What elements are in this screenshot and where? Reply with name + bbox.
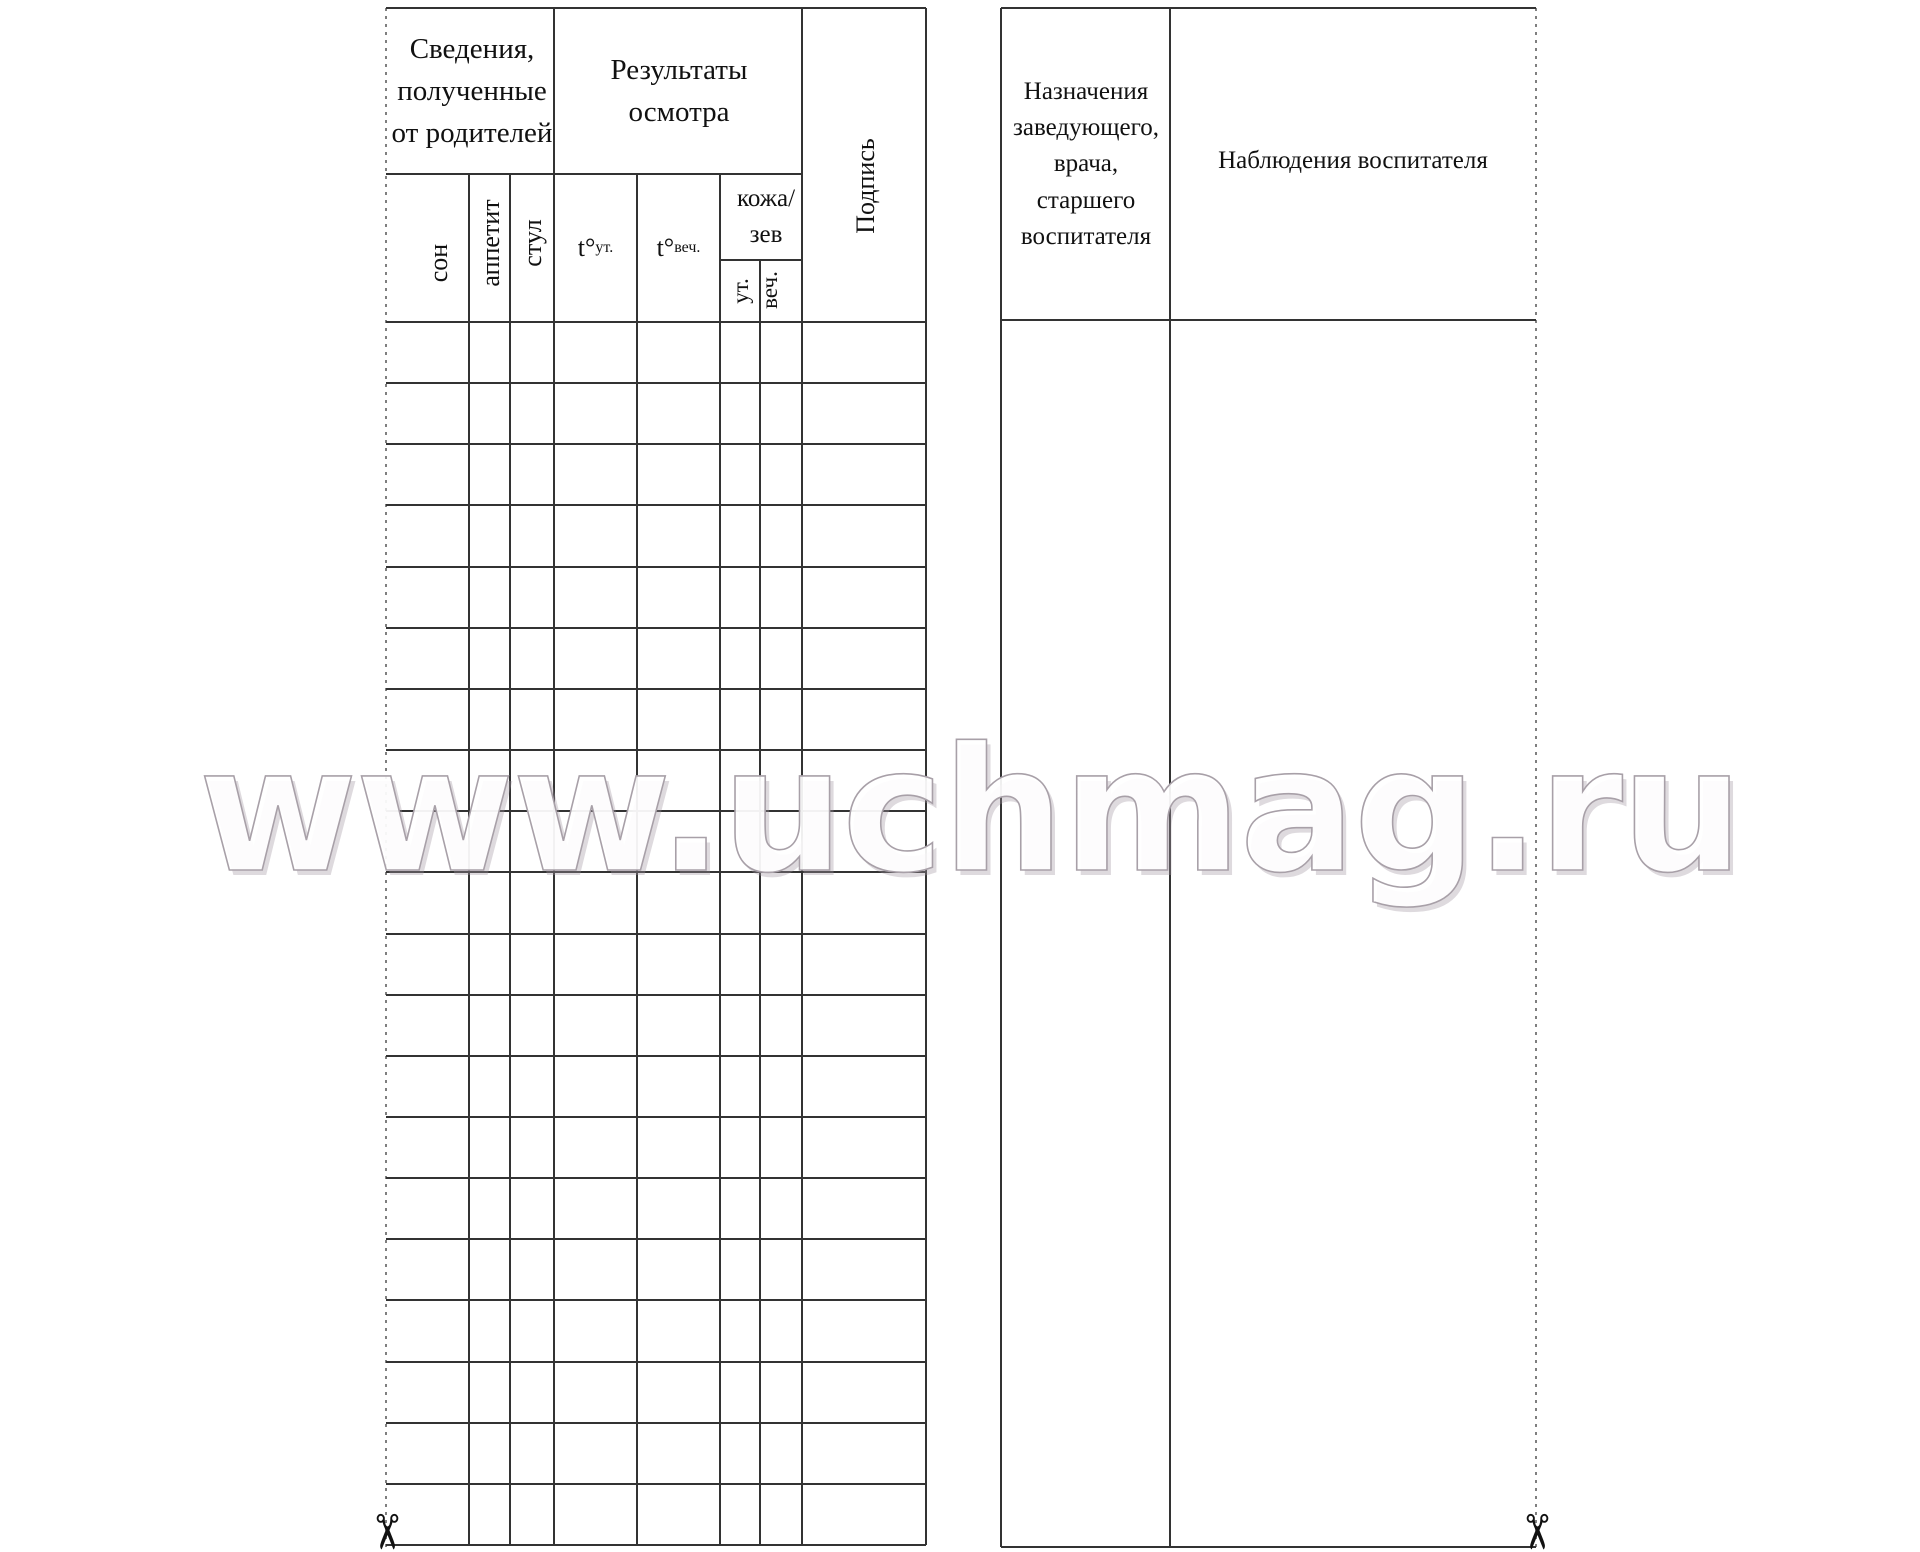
temp-evening-symbol: t° — [656, 233, 675, 263]
header-assignments-label: Назначения заведующего, врача, старшего воспитателя — [1012, 77, 1160, 250]
skin-evening-label: веч. — [757, 271, 782, 309]
header-exam-results — [554, 8, 804, 174]
header-stool-label: стул — [518, 219, 547, 267]
header-appetite — [470, 169, 512, 317]
header-signature — [804, 62, 928, 310]
header-appetite-label: аппетит — [476, 199, 505, 287]
header-exam-results-label: Результаты осмотра — [610, 53, 748, 128]
scissors-icon — [1508, 1511, 1565, 1552]
skin-throat-line1: кожа/ — [736, 184, 796, 212]
header-sleep — [398, 189, 480, 337]
skin-morning-label: ут. — [728, 278, 753, 304]
watermark-text: www.uchmag.ru — [198, 709, 1742, 911]
skin-throat-line2: зев — [749, 221, 783, 248]
header-observations — [1170, 8, 1536, 321]
header-observations-label: Наблюдения воспитателя — [1218, 147, 1488, 174]
watermark — [198, 685, 1742, 935]
scissors-icon-right-glyph: ✂ — [1508, 1511, 1565, 1552]
header-sleep-label: сон — [424, 243, 453, 283]
scissors-icon-left-glyph: ✂ — [358, 1511, 415, 1552]
scissors-icon — [358, 1511, 415, 1552]
header-parents-info — [390, 8, 554, 174]
header-signature-label: Подпись — [851, 138, 880, 234]
header-parents-info-label: Сведения, полученные от родителей — [391, 32, 553, 150]
header-skin-evening — [750, 260, 790, 320]
header-temp-morning — [554, 174, 637, 322]
header-assignments — [1002, 8, 1170, 321]
temp-morning-symbol: t° — [577, 233, 596, 263]
temp-evening-sub: веч. — [674, 239, 701, 257]
header-skin-throat — [720, 174, 804, 260]
temp-morning-sub: ут. — [595, 239, 614, 257]
header-stool — [512, 169, 554, 317]
header-temp-evening — [637, 174, 720, 322]
